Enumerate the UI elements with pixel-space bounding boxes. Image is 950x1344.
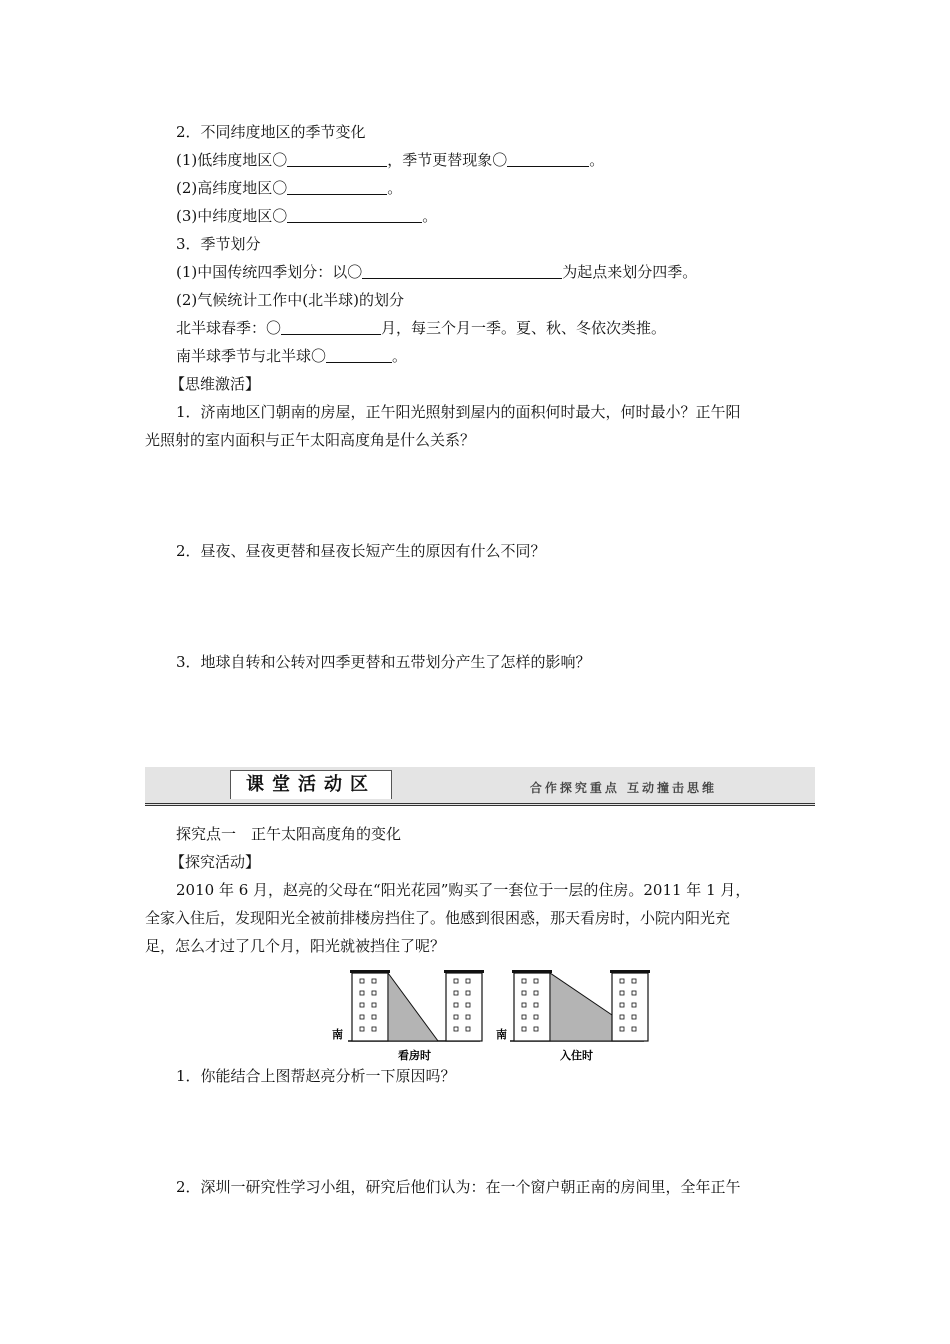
right-south-label: 南 xyxy=(496,1028,507,1041)
explore-q1: 1．你能结合上图帮赵亮分析一下原因吗？ xyxy=(176,1067,456,1085)
blank-field xyxy=(507,151,589,167)
high-latitude-line: (2)高纬度地区〇 。 xyxy=(176,179,403,197)
section2-heading: 2．不同纬度地区的季节变化 xyxy=(176,123,366,141)
blank-field xyxy=(287,207,422,223)
thinking-title: 【思维激活】 xyxy=(170,375,261,393)
figure-movein-panel xyxy=(496,970,650,1062)
activity-para-line3: 足，怎么才过了几个月，阳光就被挡住了呢？ xyxy=(145,937,446,955)
blank-field xyxy=(287,179,387,195)
activity-para-line1: 2010 年 6 月，赵亮的父母在“阳光花园”购买了一套位于一层的住房。2011 年 1 月， xyxy=(176,881,751,899)
explore-point-title: 探究点一 正午太阳高度角的变化 xyxy=(176,825,402,843)
building-shadow-figure xyxy=(330,965,660,1065)
thinking-q1-line1: 1．济南地区门朝南的房屋，正午阳光照射到屋内的面积何时最大，何时最小？正午阳 xyxy=(176,403,741,421)
thinking-q2: 2．昼夜、昼夜更替和昼夜长短产生的原因有什么不同？ xyxy=(176,542,546,560)
section3-heading: 3．季节划分 xyxy=(176,235,261,253)
activity-title: 【探究活动】 xyxy=(170,853,261,871)
explore-q2: 2．深圳一研究性学习小组，研究后他们认为：在一个窗户朝正南的房间里，全年正午 xyxy=(176,1178,741,1196)
left-south-label: 南 xyxy=(332,1028,343,1041)
low-latitude-label: (1)低纬度地区〇 xyxy=(176,151,288,169)
activity-para-line2: 全家入住后，发现阳光全被前排楼房挡住了。他感到很困惑，那天看房时，小院内阳光充 xyxy=(145,909,731,927)
banner-tab: 课堂活动区 xyxy=(230,770,392,799)
north-spring-line: 北半球春季：〇 月，每三个月一季。夏、秋、冬依次类推。 xyxy=(176,319,667,337)
section-banner xyxy=(145,767,815,806)
right-caption: 入住时 xyxy=(560,1049,593,1062)
figure-viewing-panel xyxy=(332,970,484,1062)
thinking-q1-line2: 光照射的室内面积与正午太阳高度角是什么关系？ xyxy=(145,431,476,449)
blank-field xyxy=(281,319,381,335)
blank-field xyxy=(362,263,562,279)
blank-field xyxy=(326,347,392,363)
thinking-q3: 3．地球自转和公转对四季更替和五带划分产生了怎样的影响？ xyxy=(176,653,591,671)
climate-heading: (2)气候统计工作中(北半球)的划分 xyxy=(176,291,404,309)
mid-latitude-line: (3)中纬度地区〇 。 xyxy=(176,207,438,225)
low-latitude-mid: ，季节更替现象〇 xyxy=(387,151,508,169)
low-latitude-line: (1)低纬度地区〇 ，季节更替现象〇 。 xyxy=(176,151,605,169)
china-seasons-line: (1)中国传统四季划分：以〇 为起点来划分四季。 xyxy=(176,263,698,281)
south-season-line: 南半球季节与北半球〇 。 xyxy=(176,347,408,365)
banner-slogan: 合作探究重点 互动撞击思维 xyxy=(529,781,717,795)
blank-field xyxy=(287,151,387,167)
left-caption: 看房时 xyxy=(398,1049,431,1062)
